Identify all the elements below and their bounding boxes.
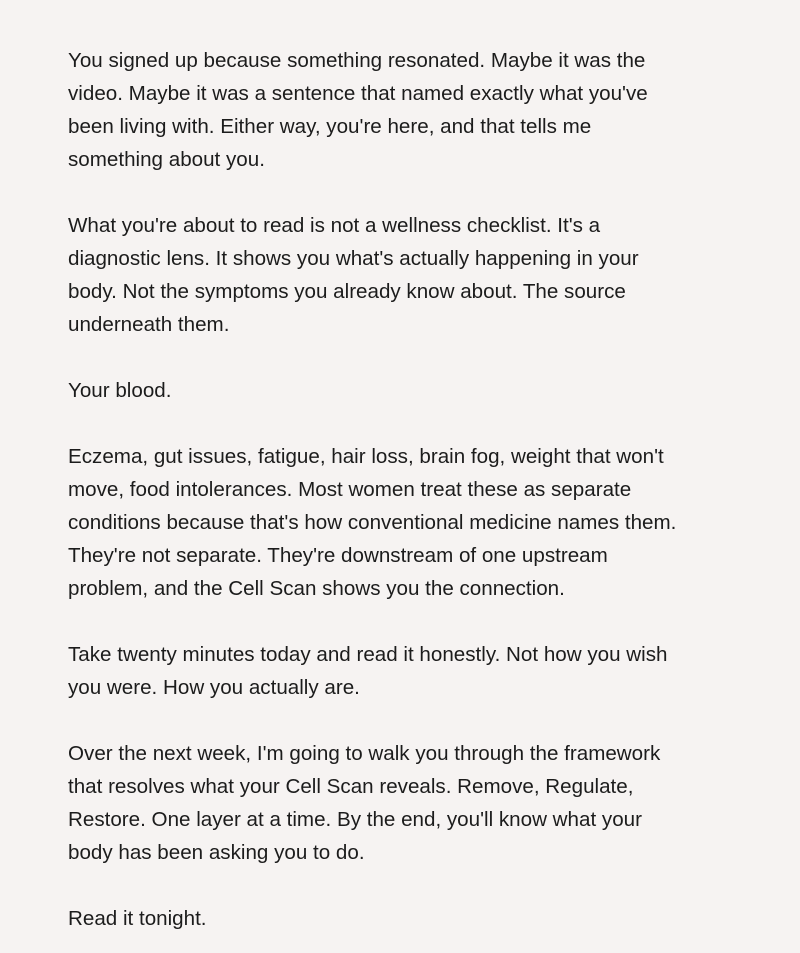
paragraph-framework: Over the next week, I'm going to walk you through the framework that resolves what your Cell Scan reveals. Remove, Regulate, Restore. One layer at a time. By the end, you'll know what your body has been asking you to do. (68, 742, 661, 864)
paragraph-diagnostic-lens: What you're about to read is not a wellness checklist. It's a diagnostic lens. It shows you what's actually happening in your body. Not the symptoms you already know about. The source underneath them. (68, 214, 639, 336)
paragraph-take-twenty-minutes: Take twenty minutes today and read it honestly. Not how you wish you were. How you actually are. (68, 643, 668, 699)
paragraph-intro: You signed up because something resonated. Maybe it was the video. Maybe it was a sentence that named exactly what you've been living with. Either way, you're here, and that tells me something about you. (68, 49, 648, 171)
paragraph-symptoms: Eczema, gut issues, fatigue, hair loss, brain fog, weight that won't move, food intolerances. Most women treat these as separate conditions because that's how conventional medicine names them. They're not separate. They're downstream of one upstream problem, and the Cell Scan shows you the connection. (68, 445, 677, 600)
paragraph-read-it-tonight: Read it tonight. (68, 907, 207, 930)
paragraph-your-blood: Your blood. (68, 379, 172, 402)
